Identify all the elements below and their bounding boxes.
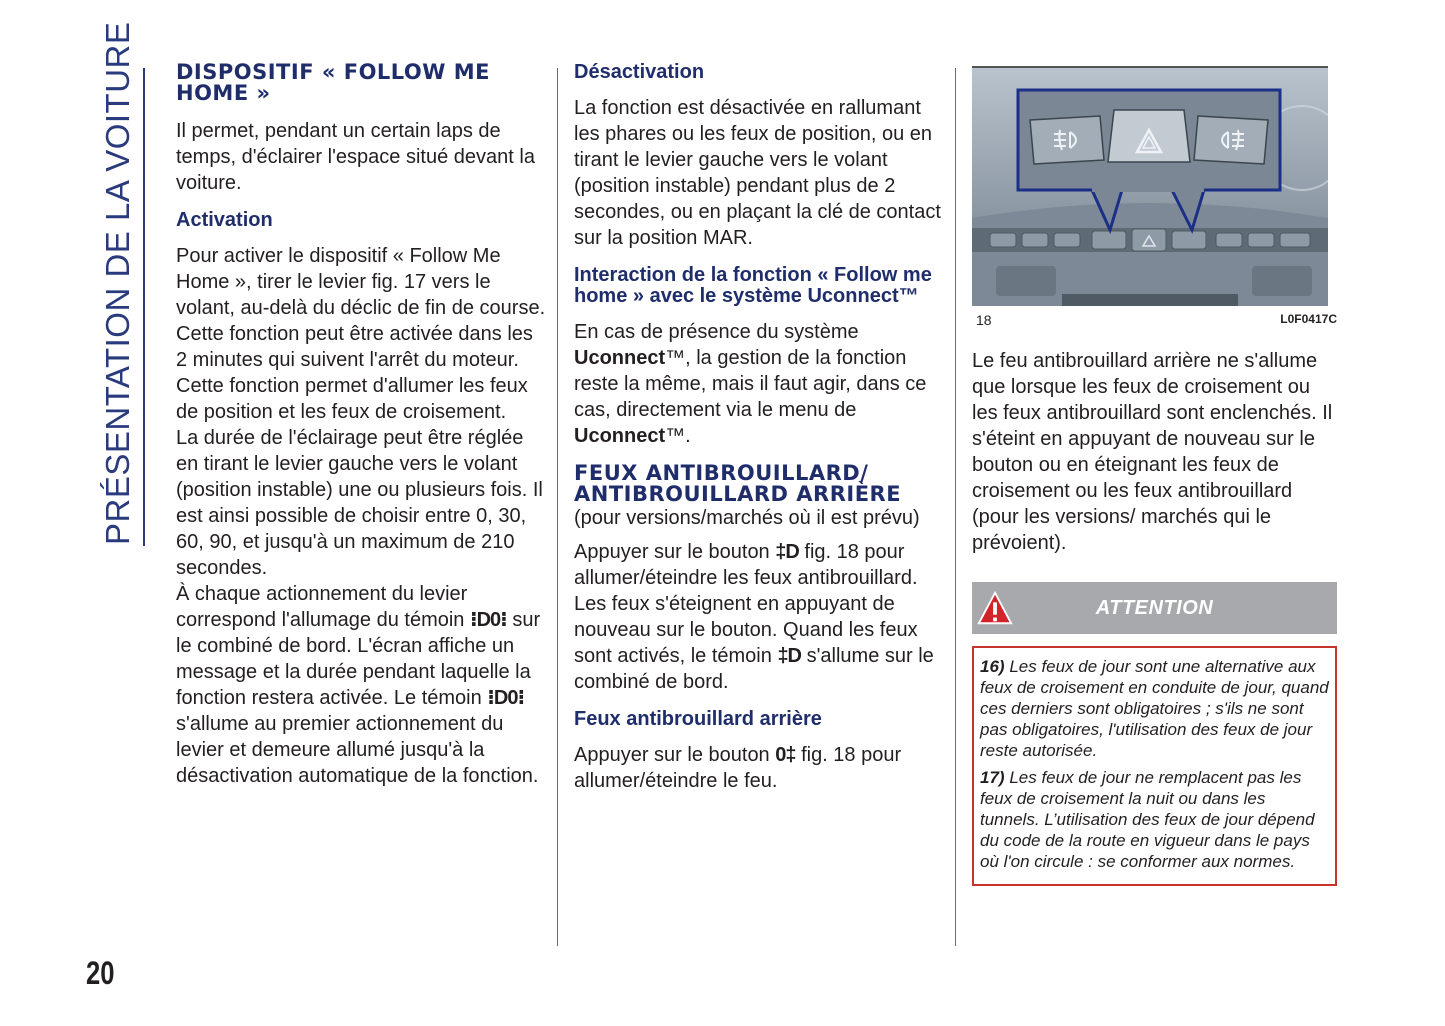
column-3 [972,66,1337,886]
activation-paragraph-3: La durée de l'éclairage peut être réglée en tirant le levier gauche vers le volant (position instable) une ou plusieurs fois. Il est ainsi possible de choisir entre 0, 30, 60, 90, et jusqu'à un maximum de 210 secondes. [176,427,543,579]
activation-paragraph-4: À chaque actionnement du levier correspond l'allumage du témoin ⁝D0⁝ sur le combiné de bord. L'écran affiche un message et la durée pendant laquelle la fonction restera activée. Le témoin ⁝D0⁝ s'allume au premier actionnement du levier et demeure allumé jusqu'à la désactivation automatique de la fonction. [176,583,541,787]
activation-paragraph-1: Pour activer le dispositif « Follow Me Home », tirer le levier fig. 17 vers le volant, au-delà du déclic de fin de course. [176,245,546,319]
fog-lights-subtitle: (pour versions/marchés où il est prévu) [574,507,920,529]
front-fog-light-icon: ‡D [775,541,799,563]
warning-triangle-icon [976,590,1014,628]
figure-code: L0F0417C [1280,312,1337,326]
dashboard-illustration [972,68,1328,306]
front-fog-light-icon: ‡D [777,645,802,667]
activation-heading: Activation [176,209,273,231]
uconnect-interaction-paragraph: En cas de présence du système Uconnect™, la gestion de la fonction reste la même, mais il faut agir, dans ce cas, directement via le menu de Uconnect™. [574,321,927,447]
column-divider [557,68,558,946]
rear-fog-heading: Feux antibrouillard arrière [574,708,822,730]
page-number: 20 [86,955,115,991]
rear-fog-button [1194,116,1268,164]
activation-paragraph-2: Cette fonction peut être activée dans les 2 minutes qui suivent l'arrêt du moteur. Cette fonction permet d'allumer les feux de position et les feux de croisement. [176,323,533,423]
attention-label: ATTENTION [1095,596,1214,619]
follow-me-home-indicator-icon: ⁝D0⁝ [487,687,525,709]
fog-lights-paragraph: Appuyer sur le bouton ‡D fig. 18 pour allumer/éteindre les feux antibrouillard. Les feux s'éteignent en appuyant de nouveau sur le bouton. Quand les feux sont activés, le témoin ‡D s'allume sur le combiné de bord. [574,541,934,693]
figure-caption [976,312,1337,328]
front-fog-button [1030,116,1104,164]
deactivation-heading: Désactivation [574,61,705,83]
follow-me-home-indicator-icon: ⁝D0⁝ [470,609,507,631]
rear-fog-light-icon: 0‡ [775,744,796,766]
intro-paragraph: Il permet, pendant un certain laps de temps, d'éclairer l'espace situé devant la voiture. [176,120,535,194]
note-16: 16) Les feux de jour sont une alternative aux feux de croisement en conduite de jour, quand ces derniers sont obligatoires ; s'ils ne sont pas obligatoires, l'utilisation des feux de jour reste autorisée. [980,657,1329,760]
column-divider [955,68,956,946]
attention-notes [972,646,1337,886]
rear-fog-description: Le feu antibrouillard arrière ne s'allume que lorsque les feux de croisement ou les feux antibrouillard sont enclenchés. Il s'éteint en appuyant de nouveau sur le bouton ou en éteignant les feux de croisement ou les feux antibrouillard (pour les versions/ marchés qui le prévoient). [972,350,1333,554]
note-17: 17) Les feux de jour ne remplacent pas les feux de croisement la nuit ou dans les tunnels. L’utilisation des feux de jour dépend du code de la route en vigueur dans le pays où l'on circule : se conformer aux normes. [980,768,1315,871]
side-rule [143,68,145,546]
front-fog-button-small [1092,231,1126,249]
rear-fog-paragraph: Appuyer sur le bouton 0‡ fig. 18 pour allumer/éteindre le feu. [574,744,902,792]
fog-lights-title: FEUX ANTIBROUILLARD/ ANTIBROUILLARD ARRIÈRE [574,461,902,506]
attention-header [972,582,1337,634]
column-1 [176,62,546,789]
column-2 [574,62,944,794]
uconnect-interaction-heading: Interaction de la fonction « Follow me home » avec le système Uconnect™ [574,264,932,307]
figure-number: 18 [976,312,992,328]
follow-me-home-title: DISPOSITIF « FOLLOW ME HOME » [176,60,491,105]
side-section-title: PRÉSENTATION DE LA VOITURE [99,21,136,545]
figure-18-dashboard-buttons [972,66,1328,306]
deactivation-paragraph: La fonction est désactivée en rallumant les phares ou les feux de position, ou en tirant le levier gauche vers le volant (position instable) pendant plus de 2 secondes, ou en plaçant la clé de contact sur la position MAR. [574,97,941,249]
